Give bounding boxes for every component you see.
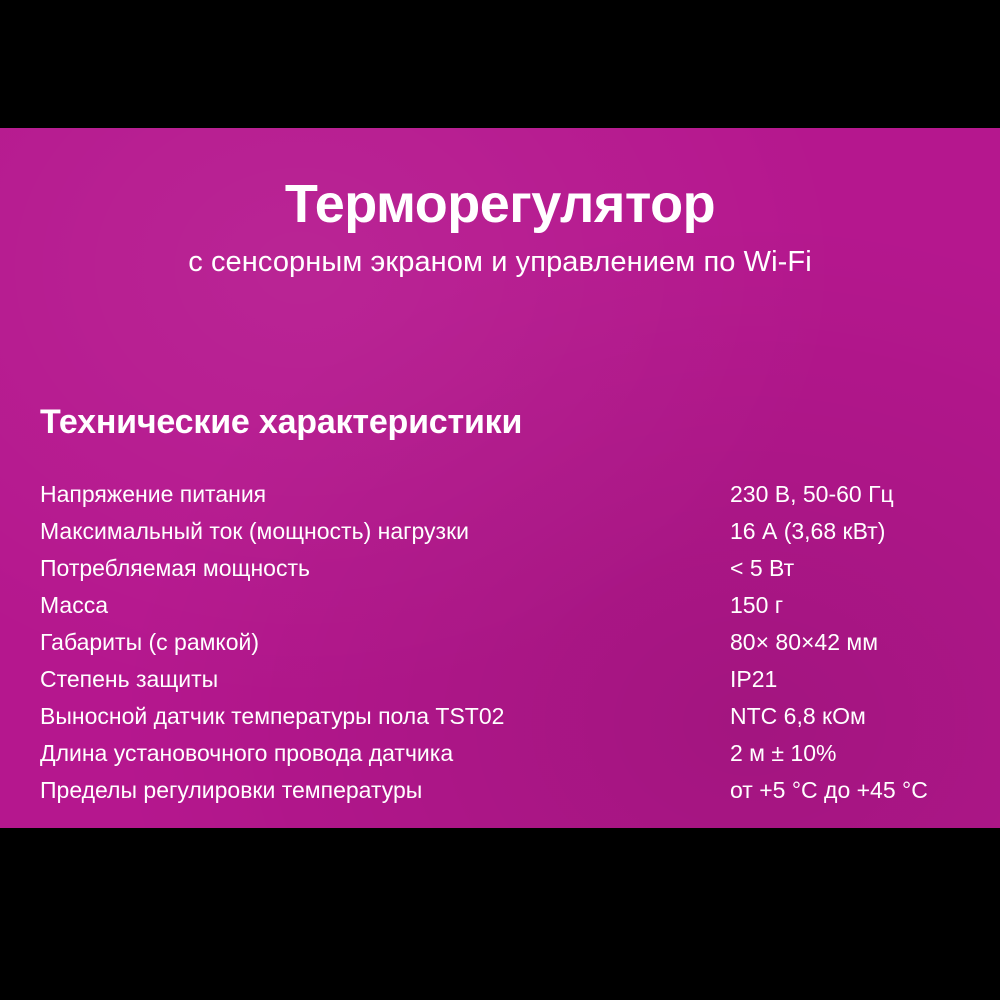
table-row [40, 665, 965, 702]
spec-name: Пределы регулировки температуры [40, 777, 423, 803]
spec-value: 150 г [730, 592, 784, 618]
table-row [40, 702, 965, 739]
spec-name: Масса [40, 592, 109, 618]
table-row [40, 739, 965, 776]
spec-name: Длина установочного провода датчика [40, 740, 454, 766]
product-subtitle: с сенсорным экраном и управлением по Wi-Fi [188, 246, 812, 278]
spec-name: Напряжение питания [40, 481, 267, 507]
spec-value: 80× 80×42 мм [730, 629, 879, 655]
spec-value: IP21 [730, 666, 778, 692]
specifications-heading: Технические характеристики [40, 403, 523, 441]
spec-name: Габариты (с рамкой) [40, 629, 260, 655]
magenta-info-panel [0, 128, 1000, 828]
table-row [40, 591, 965, 628]
product-title: Терморегулятор [284, 174, 716, 234]
table-row [40, 517, 965, 554]
spec-name: Выносной датчик температуры пола TST02 [40, 703, 505, 729]
spec-name: Потребляемая мощность [40, 555, 310, 581]
spec-value: < 5 Вт [730, 555, 795, 581]
spec-value: NTC 6,8 кОм [730, 703, 866, 729]
table-row [40, 554, 965, 591]
spec-value: 230 В, 50-60 Гц [730, 481, 894, 507]
spec-value: от +5 °C до +45 °C [730, 777, 928, 803]
spec-value: 2 м ± 10% [730, 740, 837, 766]
specifications-table [40, 480, 965, 813]
table-row [40, 480, 965, 517]
spec-name: Степень защиты [40, 666, 219, 692]
spec-name: Максимальный ток (мощность) нагрузки [40, 518, 469, 544]
table-row [40, 776, 965, 813]
spec-value: 16 А (3,68 кВт) [730, 518, 886, 544]
table-row [40, 628, 965, 665]
